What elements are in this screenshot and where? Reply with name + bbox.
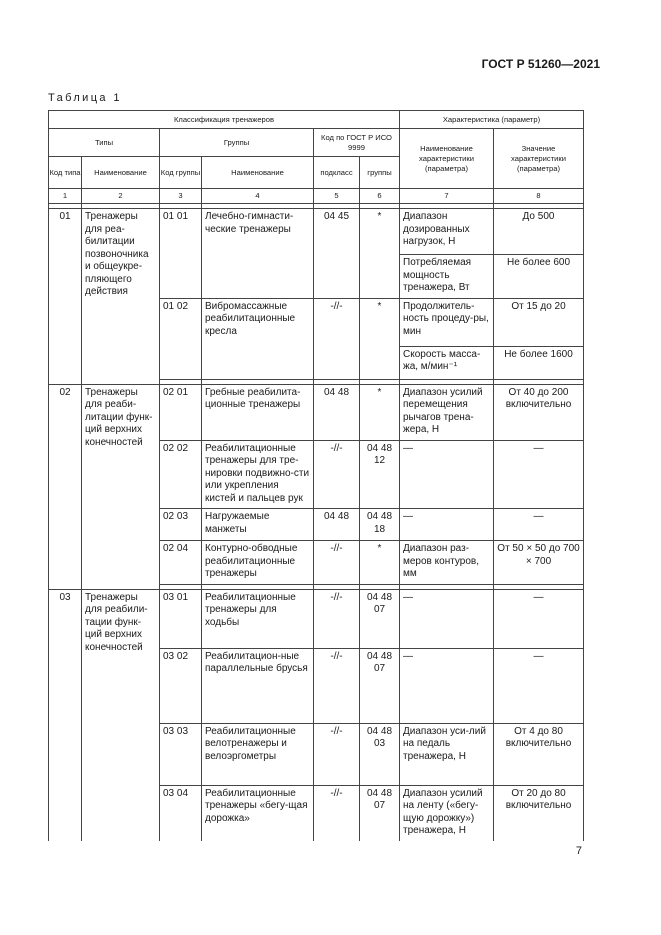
- table-caption: Таблица 1: [48, 92, 122, 104]
- characteristic-name-cell: Диапазон усилий перемещения рычагов трена-жера, Н: [400, 384, 494, 440]
- subclass-code-cell: 04 48: [314, 384, 360, 440]
- group-name-cell: Лечебно-гимнасти-ческие тренажеры: [202, 209, 314, 299]
- group-code-cell: 02 04: [160, 541, 202, 585]
- table-row: [49, 209, 584, 255]
- group-code-cell: 02 01: [160, 384, 202, 440]
- type-code-cell: 03: [49, 589, 82, 841]
- characteristic-value-cell: —: [494, 589, 584, 648]
- subclass-code-cell: 04 45: [314, 209, 360, 299]
- characteristic-value-cell: Не более 1600: [494, 346, 584, 379]
- group-code-cell: 01 02: [160, 298, 202, 379]
- group-name-cell: Нагружаемые манжеты: [202, 509, 314, 541]
- header-types: Типы: [49, 129, 160, 157]
- group-name-cell: Контурно-обводные реабилитационные тренажеры: [202, 541, 314, 585]
- column-number: 2: [82, 189, 160, 204]
- group-iso-code-cell: *: [360, 541, 400, 585]
- characteristic-value-cell: —: [494, 648, 584, 723]
- group-name-cell: Реабилитацион-ные параллельные брусья: [202, 648, 314, 723]
- group-code-cell: 03 02: [160, 648, 202, 723]
- group-iso-code-cell: 04 48 07: [360, 648, 400, 723]
- header-groups: Группы: [160, 129, 314, 157]
- characteristic-value-cell: От 50 × 50 до 700 × 700: [494, 541, 584, 585]
- characteristic-name-cell: —: [400, 509, 494, 541]
- type-name-cell: Тренажеры для реа-билитации позвоночника и общеукре-пляющего действия: [82, 209, 160, 380]
- group-name-cell: Гребные реабилита-ционные тренажеры: [202, 384, 314, 440]
- group-iso-code-cell: 04 48 03: [360, 723, 400, 785]
- group-name-cell: Реабилитационные тренажеры «бегу-щая дорожка»: [202, 785, 314, 841]
- type-code-cell: 02: [49, 384, 82, 584]
- subclass-code-cell: -//-: [314, 298, 360, 379]
- group-code-cell: 02 03: [160, 509, 202, 541]
- subclass-code-cell: -//-: [314, 589, 360, 648]
- header-classification: Классификация тренажеров: [49, 111, 400, 129]
- header-type-code: Код типа: [49, 157, 82, 189]
- characteristic-name-cell: —: [400, 440, 494, 509]
- group-iso-code-cell: *: [360, 298, 400, 379]
- characteristic-name-cell: —: [400, 648, 494, 723]
- column-number: 7: [400, 189, 494, 204]
- subclass-code-cell: -//-: [314, 440, 360, 509]
- page-number: 7: [575, 845, 582, 857]
- subclass-code-cell: -//-: [314, 723, 360, 785]
- column-number: 5: [314, 189, 360, 204]
- subclass-code-cell: -//-: [314, 541, 360, 585]
- type-name-cell: Тренажеры для реабили-тации функ-ций верхних конечностей: [82, 589, 160, 841]
- characteristic-name-cell: Диапазон раз-меров контуров, мм: [400, 541, 494, 585]
- group-iso-code-cell: 04 48 18: [360, 509, 400, 541]
- table-header: [49, 111, 584, 204]
- characteristic-value-cell: От 15 до 20: [494, 298, 584, 346]
- characteristic-value-cell: —: [494, 509, 584, 541]
- group-code-cell: 03 01: [160, 589, 202, 648]
- characteristic-name-cell: Скорость масса-жа, м/мин⁻¹: [400, 346, 494, 379]
- group-name-cell: Реабилитационные тренажеры для ходьбы: [202, 589, 314, 648]
- subclass-code-cell: -//-: [314, 648, 360, 723]
- group-code-cell: 02 02: [160, 440, 202, 509]
- header-group-code: Код группы: [160, 157, 202, 189]
- header-char-value: Значение характеристики (параметра): [494, 129, 584, 189]
- characteristic-name-cell: Продолжитель-ность процеду-ры, мин: [400, 298, 494, 346]
- header-groupcol: группы: [360, 157, 400, 189]
- group-code-cell: 03 03: [160, 723, 202, 785]
- standard-number: ГОСТ Р 51260—2021: [481, 57, 600, 71]
- group-iso-code-cell: *: [360, 209, 400, 299]
- characteristic-value-cell: От 4 до 80 включительно: [494, 723, 584, 785]
- characteristic-name-cell: Потребляемая мощность тренажера, Вт: [400, 255, 494, 299]
- column-number: 1: [49, 189, 82, 204]
- characteristic-value-cell: От 40 до 200 включительно: [494, 384, 584, 440]
- group-name-cell: Вибромассажные реабилитационные кресла: [202, 298, 314, 379]
- type-code-cell: 01: [49, 209, 82, 380]
- characteristic-name-cell: Диапазон уси-лий на педаль тренажера, Н: [400, 723, 494, 785]
- group-code-cell: 03 04: [160, 785, 202, 841]
- header-subclass: подкласс: [314, 157, 360, 189]
- table-row: [49, 384, 584, 440]
- header-iso-code: Код по ГОСТ Р ИСО 9999: [314, 129, 400, 157]
- column-number: 6: [360, 189, 400, 204]
- table-body: [49, 204, 584, 841]
- subclass-code-cell: -//-: [314, 785, 360, 841]
- characteristic-value-cell: Не более 600: [494, 255, 584, 299]
- type-name-cell: Тренажеры для реаби-литации функ-ций верхних конечностей: [82, 384, 160, 584]
- group-iso-code-cell: 04 48 07: [360, 589, 400, 648]
- header-characteristic: Характеристика (параметр): [400, 111, 584, 129]
- header-type-name: Наименование: [82, 157, 160, 189]
- subclass-code-cell: 04 48: [314, 509, 360, 541]
- group-code-cell: 01 01: [160, 209, 202, 299]
- group-iso-code-cell: *: [360, 384, 400, 440]
- column-number: 3: [160, 189, 202, 204]
- column-number: 4: [202, 189, 314, 204]
- group-name-cell: Реабилитационные тренажеры для тре-нировки подвижно-сти или укрепления кистей и пальцев рук: [202, 440, 314, 509]
- header-char-name: Наименование характеристики (параметра): [400, 129, 494, 189]
- group-iso-code-cell: 04 48 07: [360, 785, 400, 841]
- characteristic-value-cell: —: [494, 440, 584, 509]
- characteristic-name-cell: Диапазон усилий на ленту («бегу-щую дорожку») тренажера, Н: [400, 785, 494, 841]
- characteristic-value-cell: От 20 до 80 включительно: [494, 785, 584, 841]
- trainers-classification-table: [48, 110, 584, 841]
- characteristic-name-cell: Диапазон дозированных нагрузок, Н: [400, 209, 494, 255]
- table-row: [49, 589, 584, 648]
- characteristic-value-cell: До 500: [494, 209, 584, 255]
- header-group-name: Наименование: [202, 157, 314, 189]
- group-iso-code-cell: 04 48 12: [360, 440, 400, 509]
- characteristic-name-cell: —: [400, 589, 494, 648]
- column-number: 8: [494, 189, 584, 204]
- group-name-cell: Реабилитационные велотренажеры и велоэргометры: [202, 723, 314, 785]
